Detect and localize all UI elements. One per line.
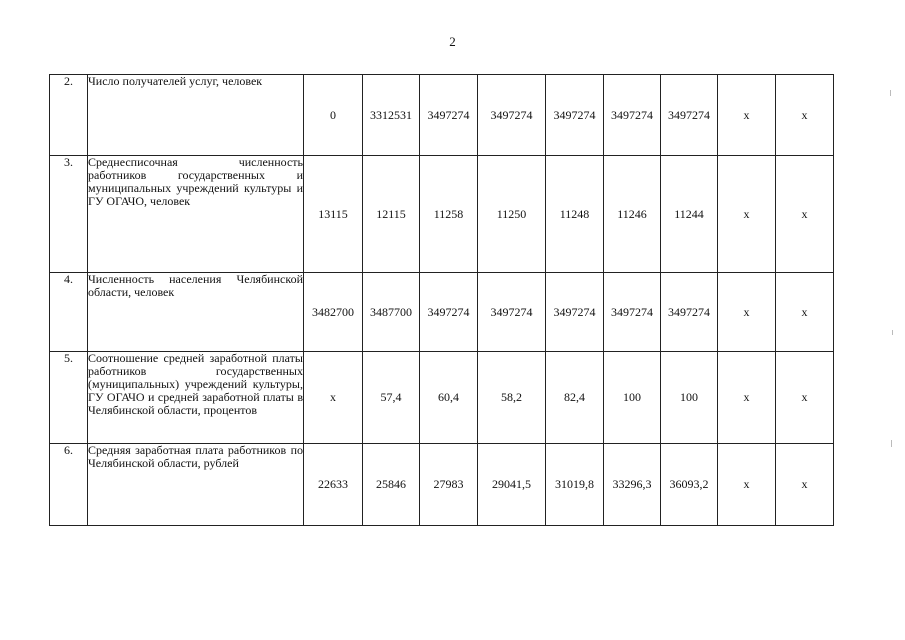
value-cell: 22633	[304, 444, 363, 526]
value-cell: х	[718, 444, 776, 526]
value-cell: 3497274	[478, 273, 546, 352]
value-cell: 0	[304, 75, 363, 156]
value-cell: 3497274	[420, 273, 478, 352]
value-cell: 3312531	[363, 75, 420, 156]
value-cell: х	[776, 75, 834, 156]
scan-speck	[892, 330, 893, 335]
value-cell: 12115	[363, 156, 420, 273]
indicator-name: Средняя заработная плата работников по Челябинской области, рублей	[88, 444, 304, 526]
value-cell: 29041,5	[478, 444, 546, 526]
page-number: 2	[449, 34, 456, 49]
row-number: 3.	[50, 156, 88, 273]
value-cell: 100	[661, 352, 718, 444]
table-row	[50, 156, 834, 273]
table-row	[50, 444, 834, 526]
value-cell: х	[776, 444, 834, 526]
value-cell: х	[776, 156, 834, 273]
indicator-name: Число получателей услуг, человек	[88, 75, 304, 156]
row-number: 5.	[50, 352, 88, 444]
value-cell: 3497274	[546, 75, 604, 156]
value-cell: 3487700	[363, 273, 420, 352]
value-cell: 3497274	[420, 75, 478, 156]
value-cell: 3497274	[661, 273, 718, 352]
value-cell: х	[776, 352, 834, 444]
value-cell: 3497274	[604, 273, 661, 352]
value-cell: 82,4	[546, 352, 604, 444]
value-cell: х	[718, 75, 776, 156]
value-cell: 100	[604, 352, 661, 444]
value-cell: х	[718, 156, 776, 273]
value-cell: 27983	[420, 444, 478, 526]
value-cell: 58,2	[478, 352, 546, 444]
value-cell: 3497274	[478, 75, 546, 156]
value-cell: 3482700	[304, 273, 363, 352]
row-number: 2.	[50, 75, 88, 156]
value-cell: 11250	[478, 156, 546, 273]
value-cell: х	[304, 352, 363, 444]
value-cell: 3497274	[546, 273, 604, 352]
indicator-name: Среднесписочная численность работников государственных и муниципальных учреждений культуры и ГУ ОГАЧО, человек	[88, 156, 304, 273]
value-cell: 11248	[546, 156, 604, 273]
indicators-table	[49, 74, 834, 526]
table-row	[50, 273, 834, 352]
value-cell: 33296,3	[604, 444, 661, 526]
value-cell: х	[718, 352, 776, 444]
indicator-name: Соотношение средней заработной платы работников государственных (муниципальных) учреждений культуры, ГУ ОГАЧО и средней заработной платы в Челябинской области, процентов	[88, 352, 304, 444]
value-cell: 11244	[661, 156, 718, 273]
row-number: 6.	[50, 444, 88, 526]
value-cell: 13115	[304, 156, 363, 273]
value-cell: 11246	[604, 156, 661, 273]
value-cell: 3497274	[661, 75, 718, 156]
indicator-name: Численность населения Челябинской области, человек	[88, 273, 304, 352]
value-cell: 25846	[363, 444, 420, 526]
value-cell: 3497274	[604, 75, 661, 156]
value-cell: 31019,8	[546, 444, 604, 526]
value-cell: х	[718, 273, 776, 352]
value-cell: 11258	[420, 156, 478, 273]
row-number: 4.	[50, 273, 88, 352]
table-row	[50, 352, 834, 444]
value-cell: 60,4	[420, 352, 478, 444]
value-cell: х	[776, 273, 834, 352]
value-cell: 36093,2	[661, 444, 718, 526]
scan-speck	[890, 90, 891, 96]
value-cell: 57,4	[363, 352, 420, 444]
scan-speck	[891, 440, 892, 447]
table-row	[50, 75, 834, 156]
